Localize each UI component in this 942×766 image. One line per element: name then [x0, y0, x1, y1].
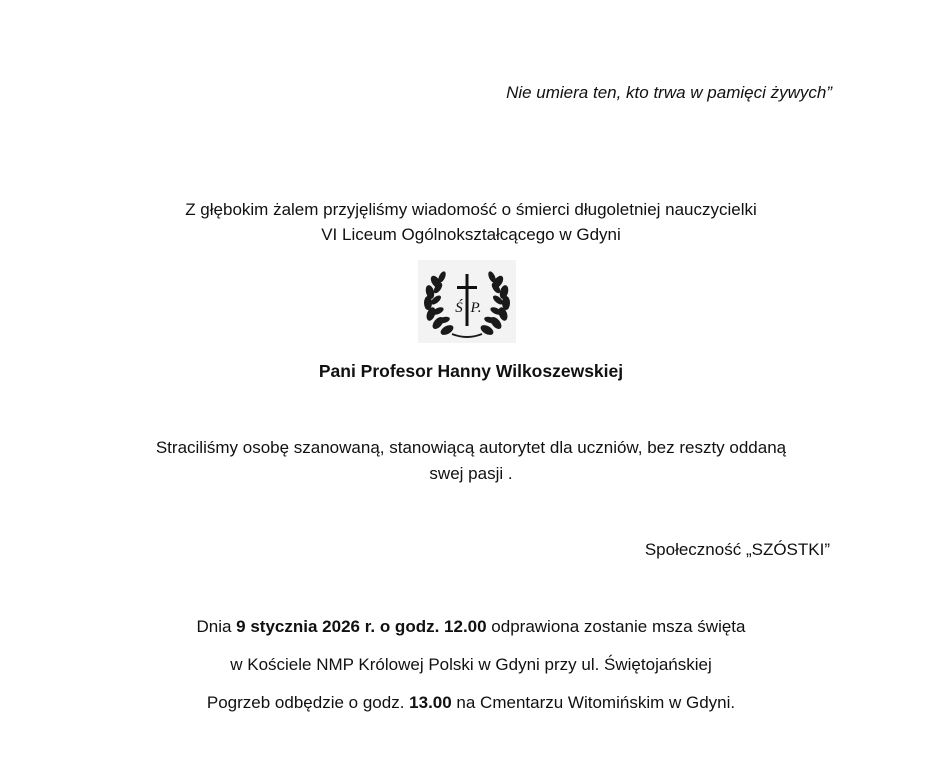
mass-info: [0, 617, 942, 637]
funeral-time: 13.00: [409, 693, 452, 712]
tribute-line-2: swej pasji .: [429, 464, 513, 483]
funeral-prefix: Pogrzeb odbędzie o godz.: [206, 693, 410, 712]
emblem-letter-p: P.: [470, 300, 482, 316]
mass-suffix: odprawiona zostanie msza święta: [486, 617, 746, 636]
funeral-suffix: na Cmentarzu Witomińskim w Gdyni.: [451, 693, 736, 712]
tribute-line-1: Straciliśmy osobę szanowaną, stanowiącą autorytet dla uczniów, bez reszty oddaną: [155, 438, 787, 457]
deceased-name: Pani Profesor Hanny Wilkoszewskiej: [318, 361, 624, 381]
intro-line-2: VI Liceum Ogólnokształcącego w Gdyni: [321, 225, 621, 244]
mass-prefix: Dnia: [196, 617, 237, 636]
emblem-letter-s: Ś: [455, 300, 463, 316]
church-info: w Kościele NMP Królowej Polski w Gdyni przy ul. Świętojańskiej: [230, 655, 712, 674]
mass-date-time: 9 stycznia 2026 r. o godz. 12.00: [236, 617, 487, 636]
signature: Społeczność „SZÓSTKI”: [644, 540, 830, 559]
cross-wreath-icon: [418, 260, 516, 343]
funeral-info: [0, 693, 942, 713]
intro-line-1: Z głębokim żalem przyjęliśmy wiadomość o śmierci długoletniej nauczycielki: [185, 200, 757, 219]
epigraph-quote: Nie umiera ten, kto trwa w pamięci żywych”: [506, 83, 832, 102]
